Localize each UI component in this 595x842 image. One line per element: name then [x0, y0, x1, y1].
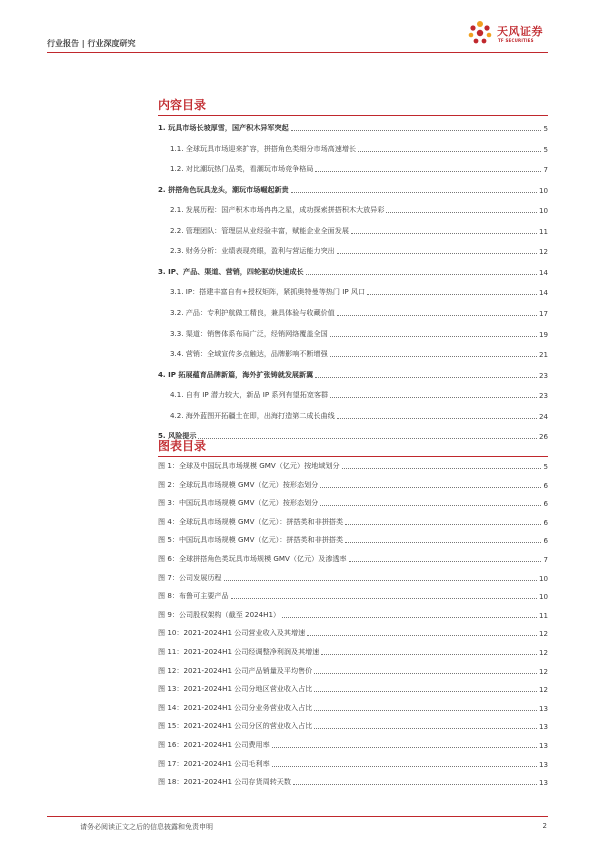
- figures-title: 图表目录: [158, 439, 207, 453]
- toc-entry-page: 10: [538, 206, 548, 216]
- dot-leader: [345, 524, 541, 525]
- figure-entry-page: 12: [538, 666, 548, 676]
- figure-entry-label: 图 3：中国玩具市场规模 GMV（亿元）按形态划分: [158, 498, 319, 508]
- figure-entry-page: 6: [543, 499, 548, 509]
- toc-entry-label: 3.3. 渠道：销售体系布局广泛，经销网络覆盖全国: [170, 328, 328, 338]
- figure-entry-label: 图 4：全球玩具市场规模 GMV（亿元）：拼搭类和非拼搭类: [158, 516, 344, 526]
- figure-entry-label: 图 10：2021-2024H1 公司营业收入及其增速: [158, 628, 306, 638]
- figure-entry-label: 图 9：公司股权架构（截至 2024H1）: [158, 609, 281, 619]
- toc-entry[interactable]: [170, 326, 548, 339]
- dot-leader: [320, 505, 541, 506]
- figure-entry-page: 13: [538, 741, 548, 750]
- figure-entry[interactable]: [158, 663, 548, 676]
- toc-entry-page: 26: [538, 432, 548, 442]
- dot-leader: [282, 617, 537, 618]
- toc-entry-label: 4. IP 拓展蕴育品牌新篇，海外扩张铸就发展新翼: [158, 369, 314, 379]
- toc-entry-page: 10: [538, 185, 548, 195]
- dot-leader: [386, 212, 537, 213]
- dot-leader: [314, 691, 537, 692]
- figure-entry-page: 12: [538, 629, 548, 639]
- dot-leader: [272, 747, 537, 748]
- toc-entry[interactable]: [158, 120, 548, 133]
- figure-entry[interactable]: [158, 477, 548, 490]
- figure-entry[interactable]: [158, 737, 548, 750]
- figure-entry-page: 11: [538, 610, 548, 620]
- toc-entry-label: 1.1. 全球玩具市场迎来扩容，拼搭角色类细分市场高速增长: [170, 143, 357, 153]
- dot-leader: [345, 542, 541, 543]
- toc-entry[interactable]: [170, 141, 548, 154]
- figure-entry[interactable]: [158, 495, 548, 508]
- logo-name-cn: 天风证券: [497, 25, 543, 38]
- toc-entry[interactable]: [158, 428, 548, 441]
- toc-entry-label: 1. 玩具市场长坡厚雪，国产积木异军突起: [158, 123, 289, 132]
- dot-leader: [337, 315, 537, 316]
- tf-securities-logo-icon: [467, 20, 493, 46]
- toc-entry-label: 3.2. 产品：专利护航做工精良，兼具体验与收藏价值: [170, 307, 335, 317]
- figure-entry-label: 图 16：2021-2024H1 公司费用率: [158, 740, 270, 749]
- toc-entry-page: 19: [538, 329, 548, 339]
- dot-leader: [198, 438, 536, 439]
- toc-entry[interactable]: [170, 284, 548, 297]
- dot-leader: [272, 766, 537, 767]
- contents-title-underline: [158, 115, 548, 116]
- figure-entry-page: 7: [543, 555, 548, 564]
- dot-leader: [293, 784, 537, 785]
- figure-entry-page: 6: [543, 536, 548, 546]
- toc-entry[interactable]: [170, 346, 548, 359]
- figure-entry-label: 图 18：2021-2024H1 公司存货周转天数: [158, 777, 291, 787]
- figure-entry-page: 13: [538, 759, 548, 769]
- dot-leader: [224, 580, 537, 581]
- figure-entry-page: 12: [538, 648, 548, 657]
- figure-entry-label: 图 6：全球拼搭角色类玩具市场规模 GMV（亿元）及渗透率: [158, 554, 347, 563]
- figures-title-underline: [158, 456, 548, 457]
- figure-entry[interactable]: [158, 532, 548, 545]
- figure-entry[interactable]: [158, 756, 548, 769]
- toc-entry-label: 2.2. 管理团队：管理层从业经验丰富，赋能企业全面发展: [170, 225, 349, 235]
- toc-entry-label: 4.2. 海外蓝图开拓疆土在即，出海打造第二成长曲线: [170, 410, 335, 420]
- figure-entry-page: 12: [538, 685, 548, 695]
- figure-entry[interactable]: [158, 700, 548, 713]
- toc-entry-label: 5. 风险提示: [158, 431, 197, 441]
- toc-entry-label: 3.1. IP：搭建丰富自有+授权矩阵，紧抓奥特曼等热门 IP 风口: [170, 287, 366, 297]
- toc-entry-label: 2.1. 发展历程：国产积木市场冉冉之星，成功探索拼搭积木大放异彩: [170, 205, 385, 215]
- toc-entry-page: 17: [538, 308, 548, 318]
- toc-entry[interactable]: [170, 243, 548, 256]
- dot-leader: [307, 635, 537, 636]
- dot-leader: [315, 377, 537, 378]
- dot-leader: [320, 487, 541, 488]
- figure-entry-page: 10: [538, 573, 548, 583]
- toc-entry[interactable]: [170, 202, 548, 215]
- toc-entry[interactable]: [158, 264, 548, 277]
- toc-entry-label: 4.1. 自有 IP 潜力较大，新品 IP 系列有望拓宽客群: [170, 390, 329, 400]
- dot-leader: [337, 253, 537, 254]
- toc-entry-label: 3. IP、产品、渠道、营销，四轮驱动快速成长: [158, 266, 304, 276]
- toc-entry-page: 23: [538, 391, 548, 401]
- header-label: 行业报告 | 行业深度研究: [47, 39, 136, 48]
- dot-leader: [314, 673, 537, 674]
- figure-entry-label: 图 12：2021-2024H1 公司产品销量及平均售价: [158, 665, 313, 675]
- toc-entry-label: 2. 拼搭角色玩具龙头，潮玩市场崛起新贵: [158, 184, 289, 194]
- dot-leader: [231, 598, 537, 599]
- figure-entry[interactable]: [158, 774, 548, 787]
- contents-title: 内容目录: [158, 98, 207, 112]
- figure-entry[interactable]: [158, 458, 548, 471]
- toc-entry-label: 2.3. 财务分析：业绩表现亮眼，盈利与营运能力突出: [170, 246, 335, 256]
- footer-divider: [47, 816, 548, 817]
- company-logo: [467, 18, 551, 50]
- toc-entry-page: 5: [543, 124, 548, 133]
- figure-entry-label: 图 17：2021-2024H1 公司毛利率: [158, 758, 270, 768]
- dot-leader: [291, 192, 537, 193]
- figure-entry-page: 10: [538, 592, 548, 602]
- figure-entry-page: 5: [543, 462, 548, 471]
- figure-entry-label: 图 14：2021-2024H1 公司分业务营业收入占比: [158, 702, 313, 712]
- figure-entry[interactable]: [158, 588, 548, 601]
- dot-leader: [321, 654, 537, 655]
- figure-entry-label: 图 5：中国玩具市场规模 GMV（亿元）：拼搭类和非拼搭类: [158, 535, 344, 545]
- figure-entry-page: 13: [538, 778, 548, 788]
- footer-disclaimer: 请务必阅读正文之后的信息披露和免责申明: [80, 823, 213, 831]
- figure-entry-label: 图 13：2021-2024H1 公司分地区营业收入占比: [158, 684, 313, 694]
- figure-entry[interactable]: [158, 718, 548, 731]
- dot-leader: [314, 728, 537, 729]
- dot-leader: [314, 710, 537, 711]
- dot-leader: [349, 561, 542, 562]
- figure-entry-label: 图 7：公司发展历程: [158, 572, 222, 582]
- toc-entry-label: 3.4. 营销：全域宣传多点触达，品牌影响不断增强: [170, 349, 328, 359]
- dot-leader: [337, 418, 537, 419]
- figure-entry-page: 13: [538, 722, 548, 732]
- toc-entry[interactable]: [170, 387, 548, 400]
- toc-entry-page: 7: [543, 165, 548, 175]
- header-divider: [47, 52, 548, 53]
- toc-entry-page: 11: [538, 226, 548, 236]
- dot-leader: [330, 336, 537, 337]
- figure-entry[interactable]: [158, 570, 548, 583]
- dot-leader: [291, 130, 542, 131]
- figure-entry-page: 6: [543, 517, 548, 527]
- dot-leader: [315, 171, 541, 172]
- figure-entry-label: 图 8：布鲁可主要产品: [158, 591, 229, 601]
- toc-entry-page: 21: [538, 350, 548, 360]
- dot-leader: [330, 356, 537, 357]
- figure-entry-page: 13: [538, 703, 548, 713]
- figure-entry-label: 图 11：2021-2024H1 公司经调整净利润及其增速: [158, 647, 320, 656]
- toc-entry[interactable]: [158, 367, 548, 380]
- page-number: 2: [542, 822, 547, 830]
- toc-entry-page: 14: [538, 267, 548, 277]
- figure-entry[interactable]: [158, 514, 548, 527]
- toc-entry[interactable]: [170, 305, 548, 318]
- figure-entry-label: 图 1：全球及中国玩具市场规模 GMV（亿元）按地域划分: [158, 461, 340, 470]
- figure-entry[interactable]: [158, 681, 548, 694]
- toc-entry[interactable]: [170, 161, 548, 174]
- logo-name-en: TF SECURITIES: [498, 38, 534, 43]
- toc-entry[interactable]: [158, 182, 548, 195]
- dot-leader: [342, 468, 542, 469]
- figure-entry-label: 图 15：2021-2024H1 公司分区的营业收入占比: [158, 721, 313, 731]
- dot-leader: [358, 151, 541, 152]
- figure-entry-page: 6: [543, 480, 548, 490]
- dot-leader: [367, 294, 537, 295]
- toc-entry-page: 23: [538, 370, 548, 380]
- figure-entry[interactable]: [158, 551, 548, 564]
- toc-entry-page: 14: [538, 288, 548, 298]
- toc-entry-label: 1.2. 对比潮玩热门品类，看潮玩市场竞争格局: [170, 164, 314, 174]
- toc-entry-page: 12: [538, 247, 548, 257]
- toc-entry-page: 24: [538, 411, 548, 421]
- dot-leader: [306, 274, 537, 275]
- toc-entry-page: 5: [543, 144, 548, 154]
- figure-entry[interactable]: [158, 625, 548, 638]
- toc-entry[interactable]: [170, 408, 548, 421]
- dot-leader: [351, 233, 537, 234]
- toc-entry[interactable]: [170, 223, 548, 236]
- dot-leader: [330, 397, 537, 398]
- figure-entry[interactable]: [158, 644, 548, 657]
- figure-entry-label: 图 2：全球玩具市场规模 GMV（亿元）按形态划分: [158, 479, 319, 489]
- figure-entry[interactable]: [158, 607, 548, 620]
